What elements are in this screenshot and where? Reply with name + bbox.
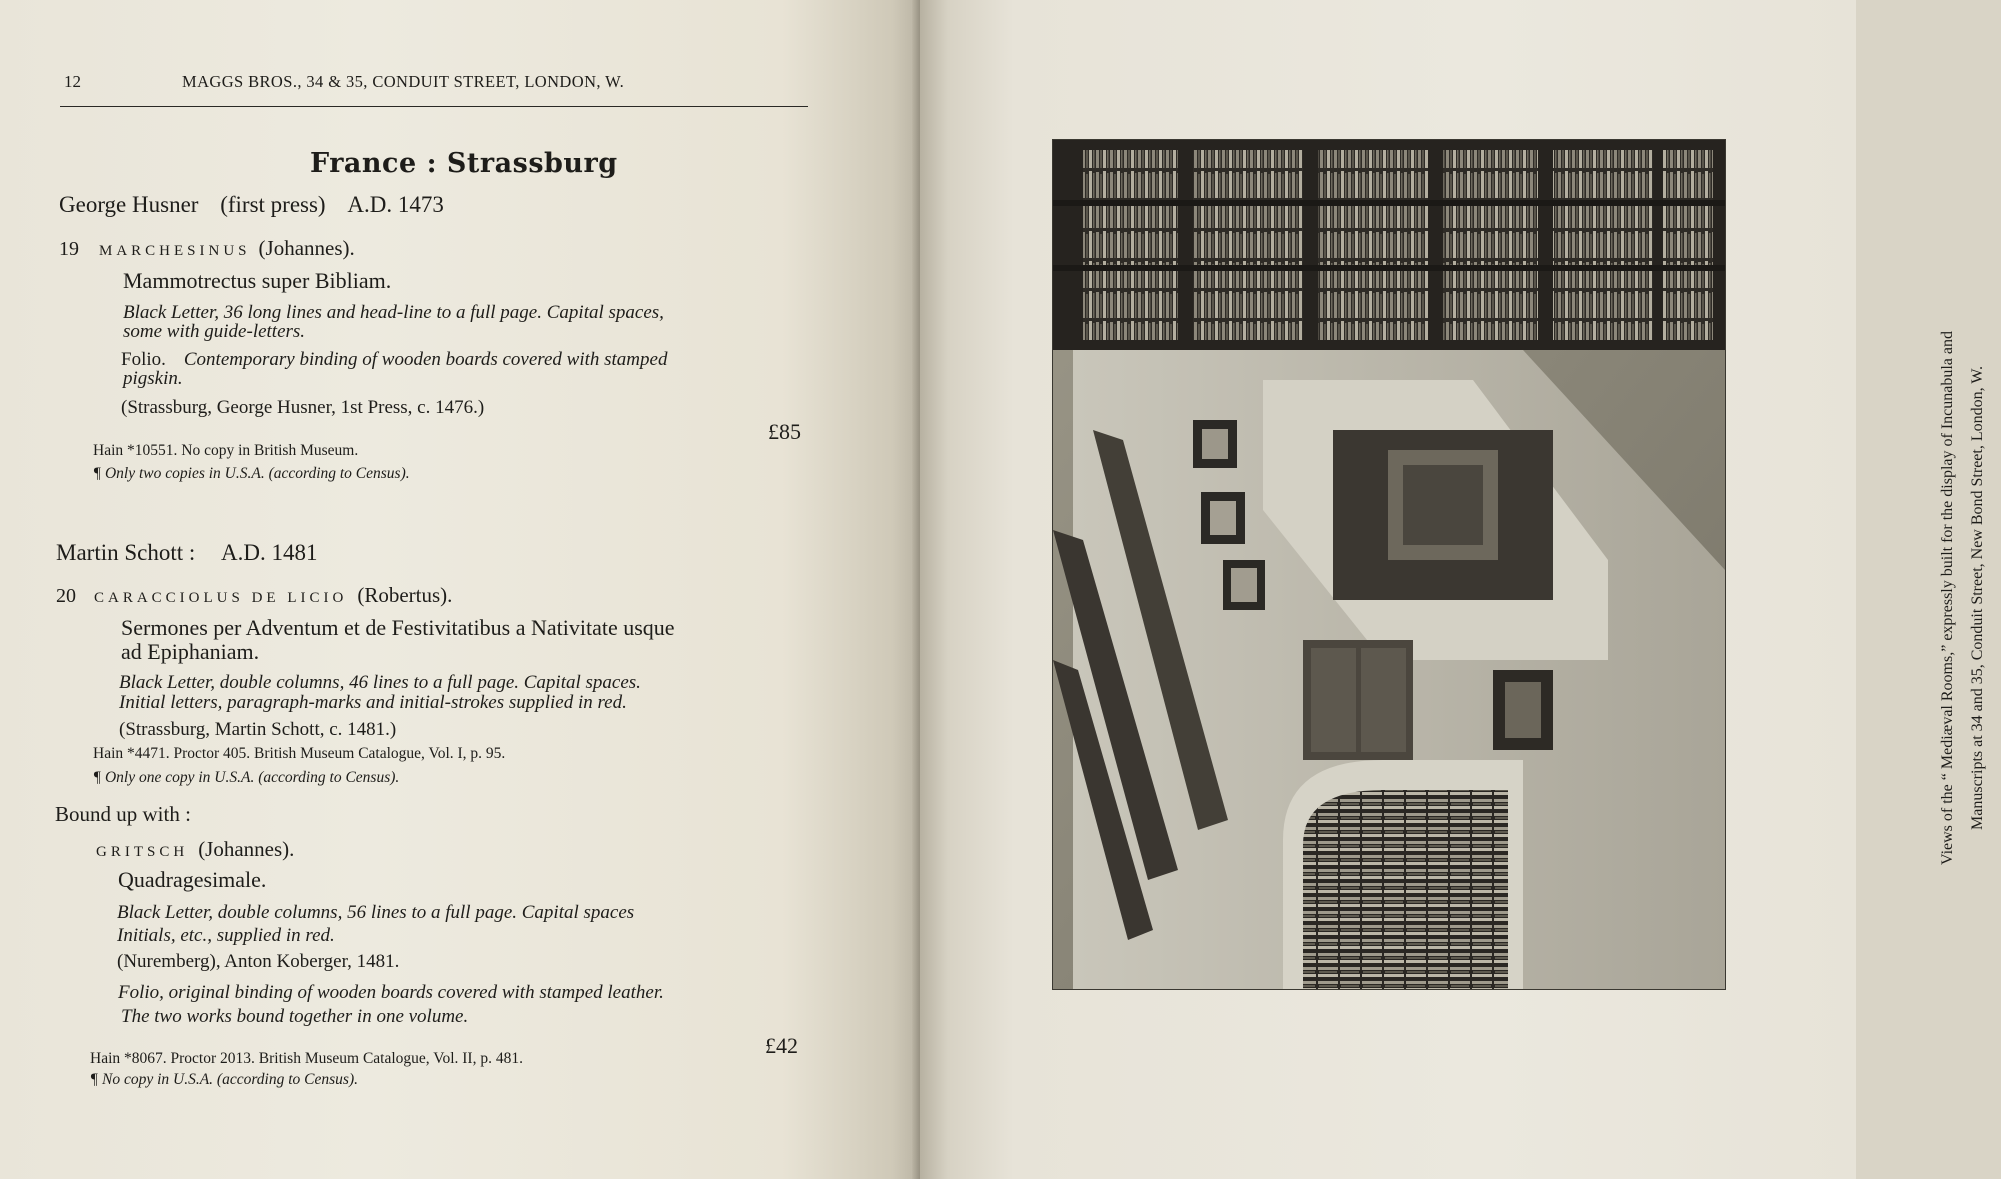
lot-author-forename: (Johannes). [258,236,355,260]
printer-note: (first press) [220,192,326,217]
lot-imprint: (Strassburg, Martin Schott, c. 1481.) [119,719,397,740]
bound-with-binding-line: The two works bound together in one volume. [121,1006,469,1027]
lot-author: MARCHESINUS [99,243,251,259]
lot-format-binding [121,349,667,371]
lot-imprint: (Strassburg, George Husner, 1st Press, c. 1476.) [121,397,485,418]
plate-caption-line: Manuscripts at 34 and 35, Conduit Street, New Bond Street, London, W. [1969,366,1986,830]
lot-census: ¶ Only two copies in U.S.A. (according to Census). [93,465,410,482]
lot-heading [56,583,452,608]
lot-title-line: Sermones per Adventum et de Festivitatibus a Nativitate usque [121,615,675,640]
lot-author-forename: (Robertus). [357,583,453,607]
bound-with-reference: Hain *8067. Proctor 2013. British Museum Catalogue, Vol. II, p. 481. [90,1050,523,1067]
bound-with-binding-line: Folio, original binding of wooden boards covered with stamped leather. [118,982,664,1003]
lot-census: ¶ Only one copy in U.S.A. (according to Census). [93,769,400,786]
running-head: MAGGS BROS., 34 & 35, CONDUIT STREET, LONDON, W. [182,72,625,91]
bound-with-author: GRITSCH [96,844,189,860]
plate-caption [1933,218,2001,978]
bound-with-price: £42 [765,1033,798,1058]
lot-number: 20 [56,585,76,607]
lot-description-line: Black Letter, 36 long lines and head-line to a full page. Capital spaces, [123,302,664,323]
lot-description-line: Black Letter, double columns, 46 lines to a full page. Capital spaces. [119,672,641,693]
printer-heading [59,192,444,218]
lot-heading [59,236,355,261]
bound-with-author-forename: (Johannes). [198,837,295,861]
lot-binding-line: pigskin. [123,368,183,389]
lot-author: CARACCIOLUS DE LICIO [94,590,348,606]
medieval-room-photograph [1053,140,1725,989]
plate-caption-line: Views of the “ Mediæval Rooms,” expressly built for the display of Incunabula and [1939,330,1956,866]
printer-name: George Husner [59,192,199,217]
lot-price: £85 [768,419,801,444]
printer-date: A.D. 1473 [347,192,444,217]
page-header [60,70,808,107]
lot-description-line: some with guide-letters. [123,321,306,342]
lot-reference: Hain *4471. Proctor 405. British Museum Catalogue, Vol. I, p. 95. [93,745,506,762]
lot-reference: Hain *10551. No copy in British Museum. [93,442,359,459]
bound-with-label: Bound up with : [55,802,191,826]
photo-plate [1052,139,1726,990]
printer-name: Martin Schott : [56,540,196,565]
bound-with-title: Quadragesimale. [118,867,267,892]
section-title: France : Strassburg [310,148,618,179]
bound-with-description-line: Black Letter, double columns, 56 lines to a full page. Capital spaces [117,902,635,923]
bound-with-heading [96,837,294,862]
bound-with-imprint: (Nuremberg), Anton Koberger, 1481. [117,951,400,972]
lot-format: Folio. [121,349,166,370]
printer-date: A.D. 1481 [221,540,318,565]
bound-with-description-line: Initials, etc., supplied in red. [117,925,335,946]
lot-description-line: Initial letters, paragraph-marks and initial-strokes supplied in red. [119,692,627,713]
lot-title-line: ad Epiphaniam. [121,639,260,664]
printer-heading [56,540,318,566]
left-page [0,0,920,1179]
lot-binding-line: Contemporary binding of wooden boards covered with stamped [183,349,668,370]
lot-number: 19 [59,238,79,260]
page-number: 12 [64,72,81,91]
bound-with-census: ¶ No copy in U.S.A. (according to Census). [90,1071,358,1088]
lot-title: Mammotrectus super Bibliam. [123,268,392,293]
